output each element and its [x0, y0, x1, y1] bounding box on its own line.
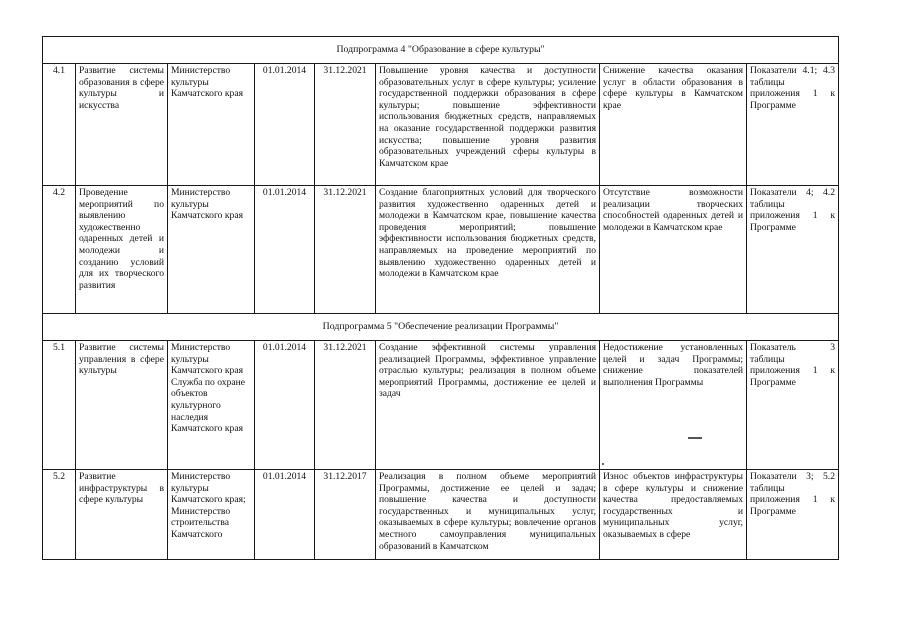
measure-name: Развитие системы управления в сфере культуры [76, 341, 168, 470]
table-row [43, 186, 839, 314]
subprogram-header [43, 314, 839, 341]
indicator-link: Показатели 3; 5.2 таблицы приложения 1 к Программе [747, 470, 839, 560]
row-number: 5.1 [43, 341, 76, 470]
subprogram-header [43, 37, 839, 64]
executor-name: Министерство строительства Камчатского [171, 505, 231, 540]
subprogram-title: Подпрограмма 5 "Обеспечение реализации Программы" [43, 314, 839, 341]
indicator-link: Показатели 4.1; 4.3 таблицы приложения 1 к Программе [747, 64, 839, 186]
row-number: 5.2 [43, 470, 76, 560]
non-implementation-consequence: Снижение качества оказания услуг в области образования в сфере культуры в Камчатском крае [600, 64, 747, 186]
measure-name: Развитие инфраструктуры в сфере культуры [76, 470, 168, 560]
scan-artifact [688, 437, 702, 439]
scan-artifact [602, 463, 604, 465]
start-date: 01.01.2014 [255, 470, 315, 560]
expected-result: Реализация в полном объеме мероприятий Программы, достижение ее целей и задач; повышение качества и доступности государственных и муниципальных услуг, оказываемых в сфере культуры; вовлечение органов местного самоуправления муниципальных образований в Камчатском [376, 470, 600, 560]
table-row [43, 64, 839, 186]
expected-result: Повышение уровня качества и доступности образовательных услуг в сфере культуры; усиление государственной поддержки образования в сфере культуры; повышение эффективности использования бюджетных средств, направляемых на оказание государственной поддержки развития искусства; повышение уровня развития образовательных учреждений сферы культуры в Камчатском крае [376, 64, 600, 186]
start-date: 01.01.2014 [255, 64, 315, 186]
row-number: 4.1 [43, 64, 76, 186]
table-row [43, 470, 839, 560]
non-implementation-consequence: Износ объектов инфраструктуры в сфере культуры и снижение качества предоставляемых государственных и муниципальных услуг, оказываемых в сфере [600, 470, 747, 560]
expected-result: Создание благоприятных условий для творческого развития художественно одаренных детей и молодежи в Камчатском крае, повышение качества проведения мероприятий; повышение эффективности использования бюджетных средств, направляемых на проведение мероприятий по выявлению художественно одаренных детей и молодежи в Камчатском крае [376, 186, 600, 314]
executor-name: Министерство культуры Камчатского края [171, 342, 243, 377]
expected-result: Создание эффективной системы управления реализацией Программы, эффективное управление отраслью культуры; реализация в полном объеме мероприятий Программы, достижение ее целей и задач [376, 341, 600, 470]
executor-name: Министерство культуры Камчатского края [171, 65, 243, 100]
executor-cell [168, 341, 255, 470]
row-number: 4.2 [43, 186, 76, 314]
executor-name: Министерство культуры Камчатского края [171, 187, 243, 222]
start-date: 01.01.2014 [255, 186, 315, 314]
end-date: 31.12.2021 [315, 186, 376, 314]
measure-name: Проведение мероприятий по выявлению художественно одаренных детей и молодежи и созданию условий для их творческого развития [76, 186, 168, 314]
indicator-link: Показатели 4; 4.2 таблицы приложения 1 к Программе [747, 186, 839, 314]
measure-name: Развитие системы образования в сфере культуры и искусства [76, 64, 168, 186]
executor-name: Министерство культуры Камчатского края; [171, 471, 246, 506]
start-date: 01.01.2014 [255, 341, 315, 470]
executor-cell [168, 64, 255, 186]
end-date: 31.12.2021 [315, 64, 376, 186]
end-date: 31.12.2021 [315, 341, 376, 470]
executor-cell [168, 186, 255, 314]
subprogram-title: Подпрограмма 4 "Образование в сфере культуры" [43, 37, 839, 64]
executor-name: Служба по охране объектов культурного наследия Камчатского края [171, 376, 246, 435]
executor-cell [168, 470, 255, 560]
program-table [42, 36, 839, 560]
non-implementation-consequence: Отсутствие возможности реализации творческих способностей одаренных детей и молодежи в Камчатском крае [600, 186, 747, 314]
end-date: 31.12.2017 [315, 470, 376, 560]
indicator-link: Показатель 3 таблицы приложения 1 к Программе [747, 341, 839, 470]
non-implementation-consequence: Недостижение установленных целей и задач Программы; снижение показателей выполнения Программы [600, 341, 747, 470]
table-row [43, 341, 839, 470]
